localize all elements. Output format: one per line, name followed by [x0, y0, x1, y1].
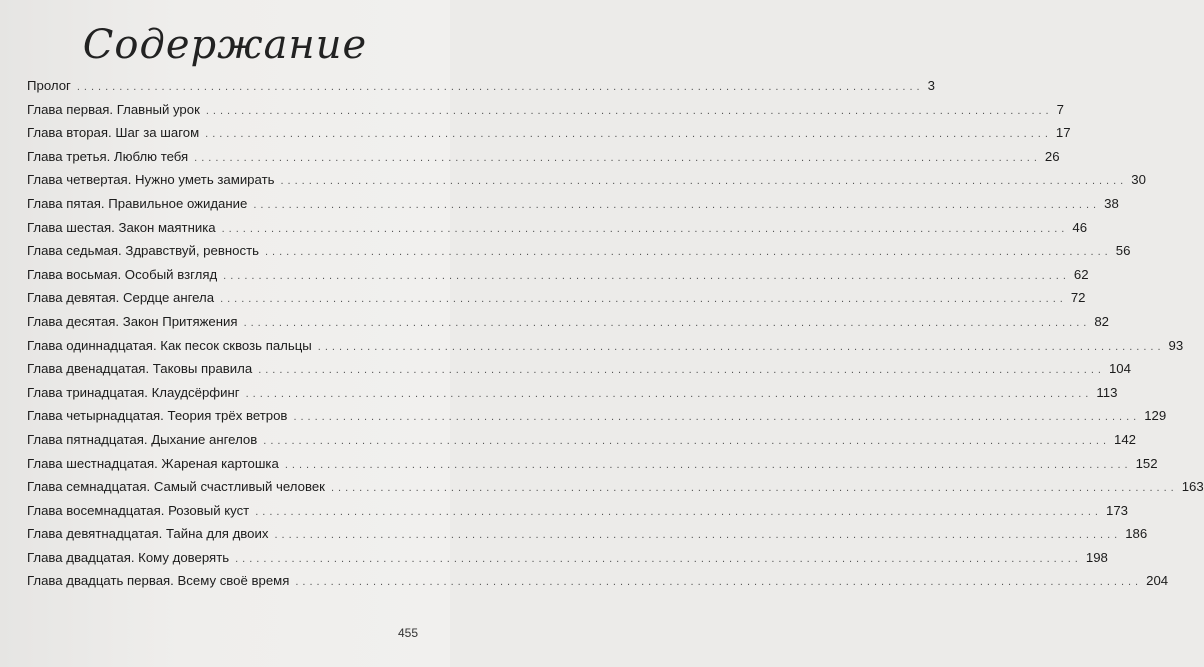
- toc-entry: [27, 455, 1158, 480]
- toc-entry-title: Глава шестнадцатая. Жареная картошка: [27, 455, 279, 471]
- table-of-contents: [27, 78, 1204, 597]
- toc-entry: [27, 243, 1131, 267]
- toc-entry: [27, 313, 1109, 338]
- toc-entry-title: Глава шестая. Закон маятника: [27, 219, 216, 235]
- toc-entry-page: 82: [1094, 313, 1109, 329]
- toc-entry: [27, 266, 1089, 291]
- dot-leader: ........................................................................................................................: [243, 316, 1091, 329]
- toc-entry-page: 30: [1131, 172, 1146, 188]
- toc-entry-title: Глава десятая. Закон Притяжения: [27, 313, 238, 329]
- dot-leader: ........................................................................................................................: [253, 198, 1101, 211]
- toc-entry-page: 7: [1056, 101, 1064, 117]
- dot-leader: ........................................................................................................................: [245, 387, 1093, 400]
- toc-entry: [27, 573, 1169, 597]
- toc-entry-page: 163: [1181, 479, 1204, 495]
- toc-entry-page: 198: [1085, 549, 1108, 565]
- toc-entry: [27, 502, 1128, 527]
- dot-leader: ........................................................................................................................: [205, 104, 1053, 117]
- toc-entry: [27, 148, 1060, 173]
- toc-entry-title: Глава двадцать первая. Всему своё время: [27, 573, 290, 589]
- toc-entry-page: 142: [1114, 431, 1137, 447]
- toc-entry: [27, 337, 1184, 362]
- toc-entry: [27, 101, 1064, 126]
- dot-leader: ........................................................................................................................: [274, 529, 1122, 542]
- toc-entry: [27, 172, 1146, 196]
- toc-entry-page: 104: [1108, 361, 1131, 377]
- toc-entry: [27, 479, 1204, 503]
- dot-leader: ........................................................................................................................: [284, 458, 1132, 471]
- dot-leader: ........................................................................................................................: [317, 340, 1165, 353]
- toc-entry-page: 3: [927, 78, 935, 93]
- toc-entry-page: 173: [1105, 502, 1128, 518]
- toc-entry-title: Глава пятая. Правильное ожидание: [27, 195, 248, 211]
- toc-entry-title: Глава одиннадцатая. Как песок сквозь пальцы: [27, 337, 312, 353]
- toc-entry: [27, 361, 1131, 385]
- toc-entry-title: Глава пятнадцатая. Дыхание ангелов: [27, 431, 258, 447]
- dot-leader: ........................................................................................................................: [263, 434, 1111, 447]
- toc-entry-title: Глава седьмая. Здравствуй, ревность: [27, 243, 259, 259]
- toc-entry-page: 38: [1104, 195, 1119, 211]
- dot-leader: ........................................................................................................................: [330, 482, 1178, 495]
- toc-entry-title: Глава девятая. Сердце ангела: [27, 290, 215, 306]
- toc-entry: [27, 526, 1148, 550]
- toc-entry: [27, 78, 935, 102]
- toc-entry: [27, 549, 1108, 574]
- toc-entry-title: Глава вторая. Шаг за шагом: [27, 125, 200, 141]
- dot-leader: ........................................................................................................................: [194, 151, 1041, 164]
- toc-entry-title: Глава двадцатая. Кому доверять: [27, 549, 230, 565]
- toc-entry-title: Глава четырнадцатая. Теория трёх ветров: [27, 408, 288, 424]
- toc-entry: [27, 431, 1137, 456]
- toc-entry-page: 129: [1144, 408, 1167, 424]
- dot-leader: ........................................................................................................................: [295, 576, 1143, 589]
- toc-entry-page: 204: [1146, 573, 1169, 589]
- dot-leader: ........................................................................................................................: [264, 246, 1112, 259]
- dot-leader: ........................................................................................................................: [235, 552, 1082, 565]
- toc-entry-page: 56: [1115, 243, 1131, 259]
- toc-entry-title: Глава третья. Люблю тебя: [27, 148, 189, 164]
- dot-leader: ........................................................................................................................: [255, 505, 1102, 518]
- page-number: 455: [397, 626, 418, 640]
- dot-leader: ........................................................................................................................: [220, 293, 1067, 306]
- toc-entry-title: Пролог: [27, 78, 71, 93]
- toc-entry-title: Глава восьмая. Особый взгляд: [27, 266, 218, 282]
- toc-entry-page: 62: [1073, 266, 1089, 282]
- toc-entry: [27, 219, 1088, 244]
- toc-entry-page: 113: [1096, 384, 1118, 400]
- toc-entry-title: Глава четвертая. Нужно уметь замирать: [27, 172, 275, 188]
- toc-entry-page: 26: [1044, 148, 1060, 164]
- toc-entry-title: Глава двенадцатая. Таковы правила: [27, 361, 253, 377]
- toc-entry-page: 186: [1125, 526, 1148, 542]
- toc-entry-page: 93: [1168, 337, 1184, 353]
- toc-entry: [27, 125, 1071, 149]
- toc-entry: [27, 290, 1086, 314]
- toc-entry-title: Глава семнадцатая. Самый счастливый человек: [27, 479, 325, 495]
- toc-entry-page: 17: [1055, 125, 1071, 141]
- toc-entry: [27, 195, 1119, 220]
- toc-entry-title: Глава восемнадцатая. Розовый куст: [27, 502, 250, 518]
- dot-leader: ........................................................................................................................: [293, 411, 1141, 424]
- dot-leader: ........................................................................................................................: [258, 364, 1105, 377]
- toc-entry-title: Глава первая. Главный урок: [27, 101, 200, 117]
- dot-leader: ........................................................................................................................: [221, 222, 1069, 235]
- dot-leader: ........................................................................................................................: [76, 81, 924, 93]
- dot-leader: ........................................................................................................................: [205, 128, 1052, 141]
- toc-entry: [27, 408, 1167, 432]
- toc-entry-title: Глава тринадцатая. Клаудсёрфинг: [27, 384, 240, 400]
- toc-entry-page: 72: [1070, 290, 1086, 306]
- toc-entry-title: Глава девятнадцатая. Тайна для двоих: [27, 526, 269, 542]
- toc-entry: [27, 384, 1118, 409]
- toc-entry-page: 46: [1072, 219, 1088, 235]
- dot-leader: ........................................................................................................................: [223, 269, 1070, 282]
- dot-leader: ........................................................................................................................: [280, 175, 1128, 188]
- toc-entry-page: 152: [1135, 455, 1158, 471]
- page-title: Содержание: [82, 22, 368, 68]
